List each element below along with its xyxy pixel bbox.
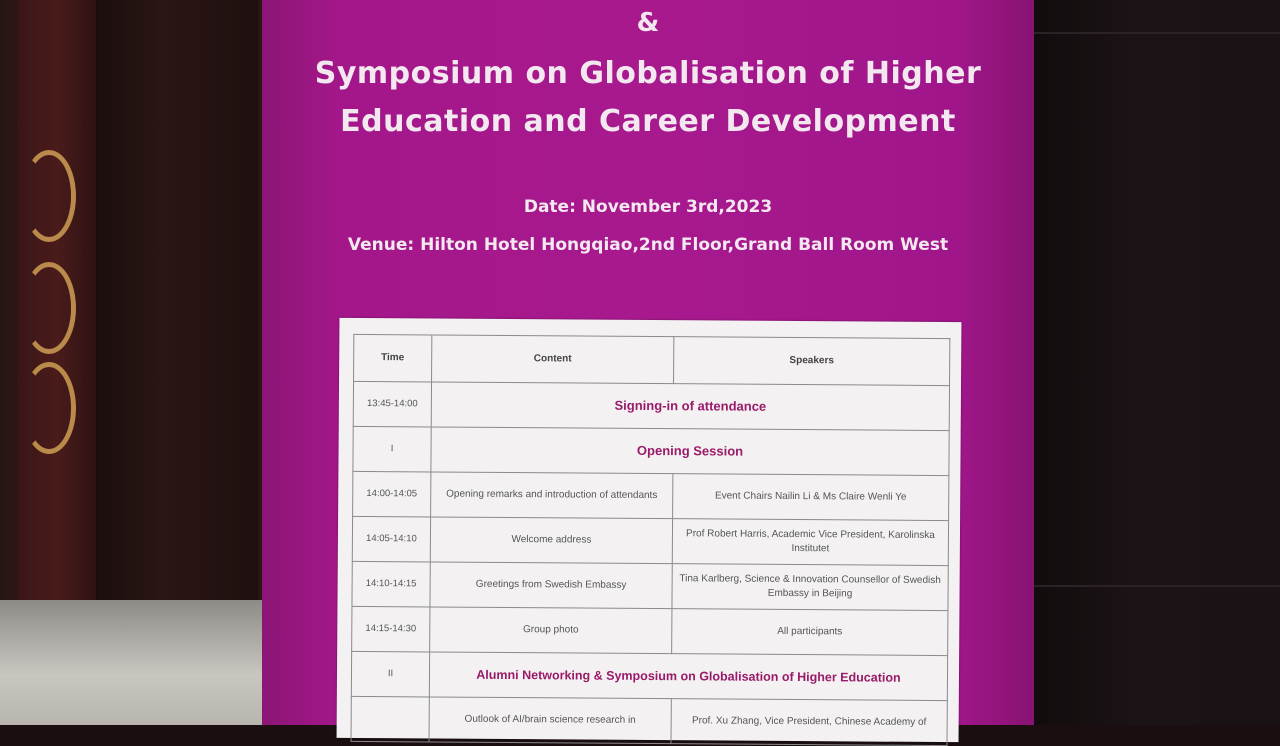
wall-panel-seam <box>1034 585 1280 587</box>
banner-date: Date: November 3rd,2023 <box>523 197 773 217</box>
row-time: I <box>353 426 431 472</box>
row-content: Welcome address <box>430 517 672 564</box>
banner-title-line-1: Symposium on Globalisation of Higher <box>314 56 982 91</box>
row-speakers: Prof Robert Harris, Academic Vice President, Karolinska Institutet <box>672 519 948 566</box>
row-speakers: Tina Karlberg, Science & Innovation Counsellor of Swedish Embassy in Beijing <box>672 564 948 611</box>
row-time: 14:05-14:10 <box>352 516 430 562</box>
banner-title-line-2: Education and Career Development <box>340 104 956 139</box>
row-time: 14:10-14:15 <box>352 561 430 607</box>
header-time: Time <box>354 334 432 382</box>
section-title: Opening Session <box>431 427 949 476</box>
row-speakers: All participants <box>672 609 948 656</box>
row-content: Opening remarks and introduction of attendants <box>431 472 673 519</box>
row-content: Greetings from Swedish Embassy <box>430 562 672 609</box>
section-title: Alumni Networking & Symposium on Globalisation of Higher Education <box>429 652 947 701</box>
background-wall-right <box>1034 0 1280 725</box>
header-content: Content <box>432 335 674 384</box>
schedule-table <box>351 334 951 746</box>
table-row <box>353 471 949 520</box>
table-row <box>352 561 948 610</box>
row-content: Group photo <box>430 607 672 654</box>
header-speakers: Speakers <box>674 337 950 386</box>
table-header-row <box>354 334 950 385</box>
table-row <box>353 426 949 475</box>
door-handle-icon <box>22 150 76 242</box>
banner-venue: Venue: Hilton Hotel Hongqiao,2nd Floor,Grand Ball Room West <box>347 235 949 255</box>
door-frame <box>98 0 258 625</box>
row-time: II <box>351 651 429 697</box>
row-time <box>351 696 429 742</box>
row-speakers: Event Chairs Nailin Li & Ms Claire Wenli Ye <box>673 474 949 521</box>
section-title: Signing-in of attendance <box>431 382 949 431</box>
door-handle-icon <box>22 362 76 454</box>
row-content: Outlook of AI/brain science research in <box>429 697 671 744</box>
schedule-sheet <box>337 318 962 742</box>
table-row <box>352 606 948 655</box>
door-handle-icon <box>22 262 76 354</box>
table-row <box>353 381 949 430</box>
table-row <box>351 696 947 745</box>
row-time: 14:15-14:30 <box>352 606 430 652</box>
table-row <box>351 651 947 700</box>
row-time: 13:45-14:00 <box>353 381 431 427</box>
wall-panel-seam <box>1034 32 1280 34</box>
floor <box>0 600 268 725</box>
row-time: 14:00-14:05 <box>353 471 431 517</box>
row-speakers: Prof. Xu Zhang, Vice President, Chinese Academy of <box>671 699 947 746</box>
table-row <box>352 516 948 565</box>
banner-ampersand: & <box>636 8 660 38</box>
